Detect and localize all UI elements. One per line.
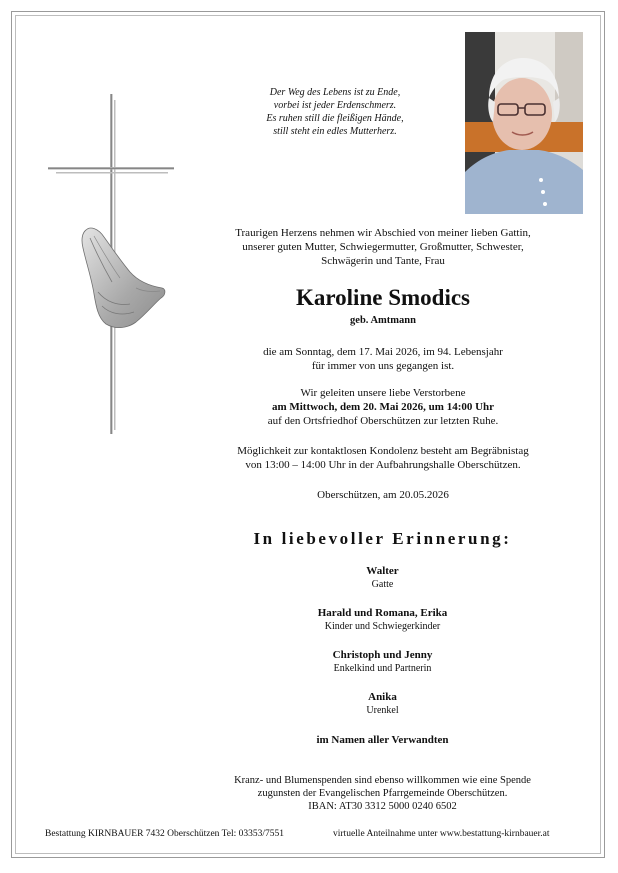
- cross-with-praying-hands-icon: [46, 92, 176, 437]
- funeral-line: Wir geleiten unsere liebe Verstorbene: [300, 387, 466, 399]
- mourner-name: Harald und Romana, Erika: [317, 607, 448, 619]
- verse-line: Der Weg des Lebens ist zu Ende,: [269, 87, 401, 98]
- condolence-line: von 13:00 – 14:00 Uhr in der Aufbahrungshalle Oberschützen.: [245, 459, 521, 471]
- verse-line: still steht ein edles Mutterherz.: [273, 126, 397, 137]
- mourner-item: [180, 648, 585, 690]
- mourners-list: [180, 564, 585, 732]
- mourner-item: [180, 564, 585, 606]
- mourner-relation: Urenkel: [366, 705, 399, 716]
- mourner-name: Anika: [368, 691, 397, 703]
- funeral-date-time: am Mittwoch, dem 20. Mai 2026, um 14:00 Uhr: [271, 401, 495, 413]
- mourner-name: Walter: [366, 565, 399, 577]
- memory-heading: In liebevoller Erinnerung:: [253, 529, 512, 548]
- mourner-relation: Gatte: [371, 579, 394, 590]
- mourner-relation: Kinder und Schwiegerkinder: [324, 621, 441, 632]
- place-and-date: Oberschützen, am 20.05.2026: [317, 489, 449, 501]
- intro-line: Traurigen Herzens nehmen wir Abschied von meiner lieben Gattin,: [235, 227, 531, 239]
- death-notice: [198, 345, 568, 373]
- funeral-line: auf den Ortsfriedhof Oberschützen zur letzten Ruhe.: [267, 415, 499, 427]
- death-line: die am Sonntag, dem 17. Mai 2026, im 94. Lebensjahr: [263, 346, 503, 358]
- intro-line: Schwägerin und Tante, Frau: [321, 255, 445, 267]
- announcement-intro: [198, 226, 568, 268]
- relatives-line: im Namen aller Verwandten: [316, 734, 449, 746]
- donation-line: zugunsten der Evangelischen Pfarrgemeinde Oberschützen.: [257, 788, 508, 799]
- verse-line: Es ruhen still die fleißigen Hände,: [266, 113, 404, 124]
- portrait-photo: [465, 32, 583, 214]
- funeral-info: [198, 386, 568, 428]
- deceased-name: Karoline Smodics: [295, 285, 470, 310]
- condolence-line: Möglichkeit zur kontaktlosen Kondolenz besteht am Begräbnistag: [237, 445, 529, 457]
- online-condolence-link[interactable]: virtuelle Anteilnahme unter www.bestattung-kirnbauer.at: [333, 829, 550, 839]
- verse-line: vorbei ist jeder Erdenschmerz.: [273, 100, 397, 111]
- donation-info: [180, 774, 585, 813]
- death-line: für immer von uns gegangen ist.: [311, 360, 455, 372]
- mourner-relation: Enkelkind und Partnerin: [333, 663, 432, 674]
- donation-line: Kranz- und Blumenspenden sind ebenso willkommen wie eine Spende: [234, 775, 531, 786]
- mourner-item: [180, 606, 585, 648]
- funeral-home-contact: Bestattung KIRNBAUER 7432 Oberschützen Tel: 03353/7551: [45, 829, 285, 839]
- mourner-item: [180, 690, 585, 732]
- iban-line: IBAN: AT30 3312 5000 0240 6502: [308, 801, 457, 812]
- condolence-info: [198, 444, 568, 472]
- verse: [235, 86, 435, 138]
- mourner-name: Christoph und Jenny: [332, 649, 433, 661]
- intro-line: unserer guten Mutter, Schwiegermutter, Großmutter, Schwester,: [242, 241, 524, 253]
- birth-name: geb. Amtmann: [350, 315, 416, 326]
